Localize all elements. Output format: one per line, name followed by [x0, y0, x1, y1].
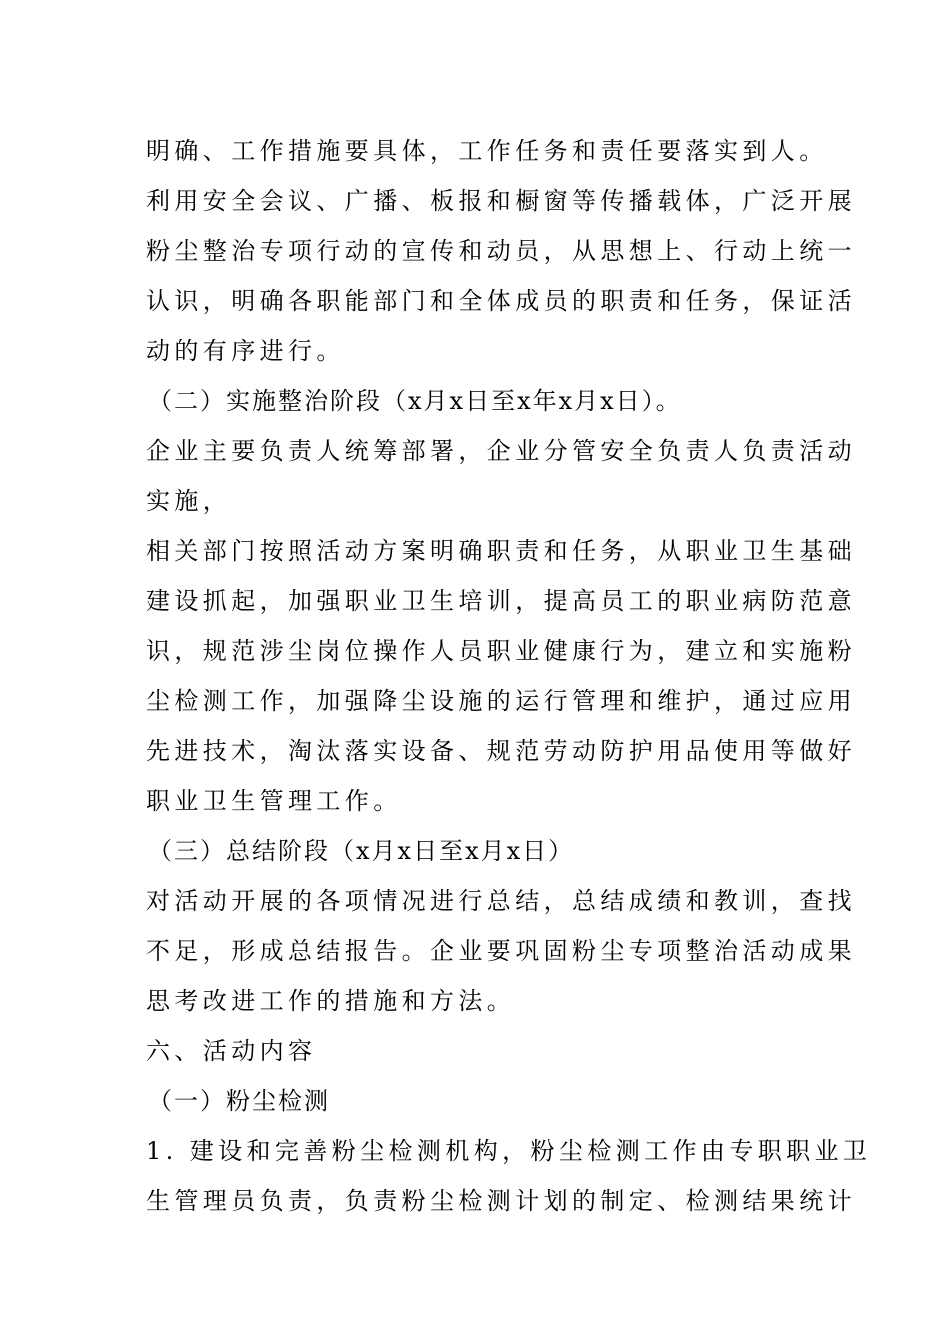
- paragraph-line: 实施，: [146, 487, 232, 515]
- paragraph-line: 动的有序进行。: [146, 337, 345, 365]
- paragraph-line: 企业主要负责人统筹部署，企业分管安全负责人负责活动: [146, 437, 856, 465]
- paragraph-line: 1. 建设和完善粉尘检测机构，粉尘检测工作由专职职业卫: [146, 1137, 872, 1165]
- paragraph-line: 相关部门按照活动方案明确职责和任务，从职业卫生基础: [146, 537, 856, 565]
- section-heading-dust-detection: （一）粉尘检测: [148, 1087, 330, 1115]
- paragraph-line: 建设抓起，加强职业卫生培训，提高员工的职业病防范意: [146, 587, 856, 615]
- paragraph-line: 认识，明确各职能部门和全体成员的职责和任务，保证活: [146, 287, 856, 315]
- section-heading-phase-3: （三）总结阶段（x月x日至x月x日）: [148, 837, 575, 865]
- section-heading-activity-content: 六、活动内容: [146, 1037, 317, 1065]
- paragraph-line: 职业卫生管理工作。: [146, 787, 402, 815]
- paragraph-line: 对活动开展的各项情况进行总结，总结成绩和教训，查找: [146, 887, 856, 915]
- paragraph-line: 思考改进工作的措施和方法。: [146, 987, 516, 1015]
- paragraph-line: 明确、工作措施要具体，工作任务和责任要落实到人。: [146, 137, 828, 165]
- section-heading-phase-2: （二）实施整治阶段（x月x日至x年x月x日）。: [148, 387, 682, 415]
- paragraph-line: 利用安全会议、广播、板报和橱窗等传播载体，广泛开展: [146, 187, 856, 215]
- paragraph-line: 识，规范涉尘岗位操作人员职业健康行为，建立和实施粉: [146, 637, 856, 665]
- document-body: [146, 126, 872, 1226]
- paragraph-line: 先进技术，淘汰落实设备、规范劳动防护用品使用等做好: [146, 737, 856, 765]
- paragraph-line: 生管理员负责，负责粉尘检测计划的制定、检测结果统计: [146, 1187, 856, 1215]
- paragraph-line: 尘检测工作，加强降尘设施的运行管理和维护，通过应用: [146, 687, 856, 715]
- paragraph-line: 不足，形成总结报告。企业要巩固粉尘专项整治活动成果: [146, 937, 856, 965]
- paragraph-line: 粉尘整治专项行动的宣传和动员，从思想上、行动上统一: [146, 237, 856, 265]
